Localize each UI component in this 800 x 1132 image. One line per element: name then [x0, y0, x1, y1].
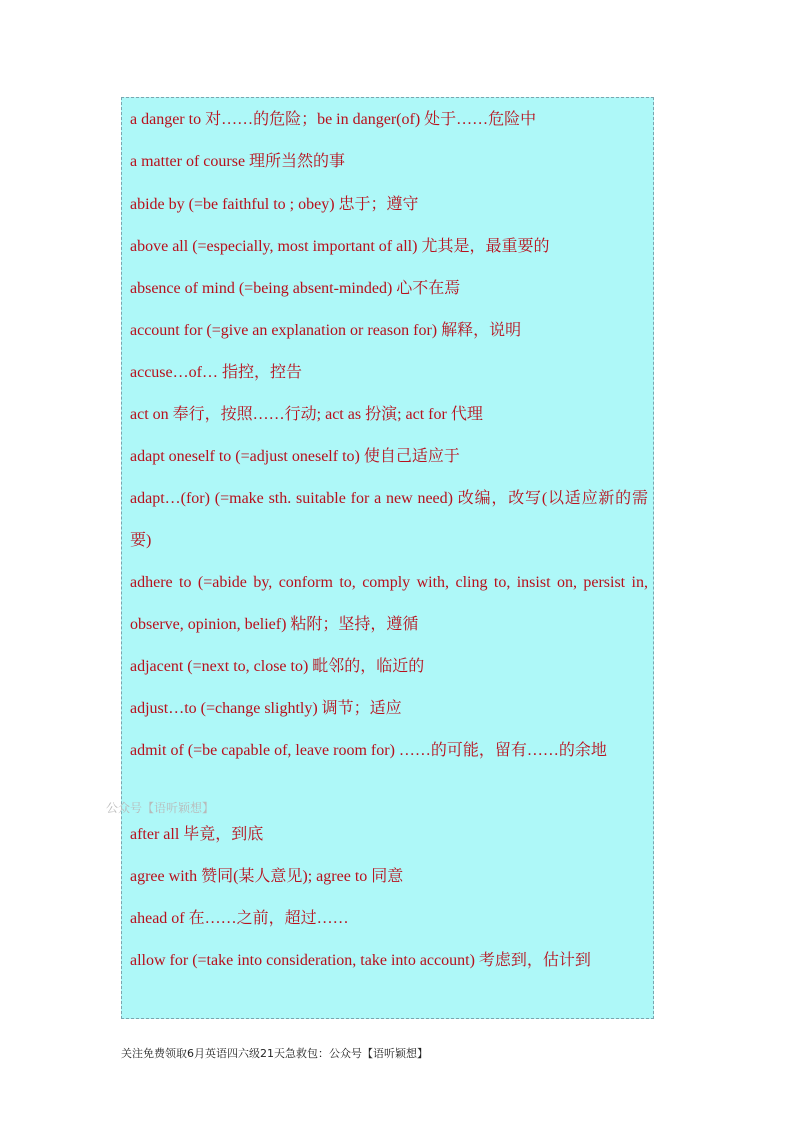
entry-ahead-of: ahead of 在……之前，超过……	[130, 910, 349, 927]
entry-adjacent: adjacent (=next to, close to) 毗邻的，临近的	[130, 658, 425, 675]
entry-admit-of: admit of (=be capable of, leave room for) ……的可能，留有……的余地	[130, 742, 607, 759]
footer-note: 关注免费领取6月英语四六级21天急救包：公众号【语听颖想】	[121, 1047, 428, 1060]
entry-accuse-of: accuse…of… 指控，控告	[130, 364, 302, 381]
entry-a-danger-to: a danger to 对……的危险；be in danger(of) 处于……危险中	[130, 111, 537, 128]
entry-abide-by: abide by (=be faithful to ; obey) 忠于；遵守	[130, 196, 419, 213]
entry-after-all: after all 毕竟，到底	[130, 826, 264, 843]
entry-allow-for: allow for (=take into consideration, take into account) 考虑到，估计到	[130, 952, 591, 969]
entry-adapt-oneself-to: adapt oneself to (=adjust oneself to) 使自己适应于	[130, 448, 460, 465]
entry-above-all: above all (=especially, most important of all) 尤其是，最重要的	[130, 238, 550, 255]
entry-agree-with: agree with 赞同(某人意见); agree to 同意	[130, 868, 404, 885]
entry-adapt-for: adapt…(for) (=make sth. suitable for a new need) 改编，改写(以适应新的需要)	[130, 490, 648, 549]
entry-a-matter-of-course: a matter of course 理所当然的事	[130, 153, 346, 170]
entry-adhere-to: adhere to (=abide by, conform to, comply with, cling to, insist on, persist in, observe, opinion, belief) 粘附；坚持，遵循	[130, 574, 648, 633]
watermark: 公众号【语听颖想】	[106, 801, 215, 815]
entry-absence-of-mind: absence of mind (=being absent-minded) 心不在焉	[130, 280, 461, 297]
entry-adjust-to: adjust…to (=change slightly) 调节；适应	[130, 700, 402, 717]
vocabulary-panel	[121, 97, 654, 1019]
entry-account-for: account for (=give an explanation or reason for) 解释，说明	[130, 322, 522, 339]
entry-act-on: act on 奉行，按照……行动; act as 扮演; act for 代理	[130, 406, 483, 423]
